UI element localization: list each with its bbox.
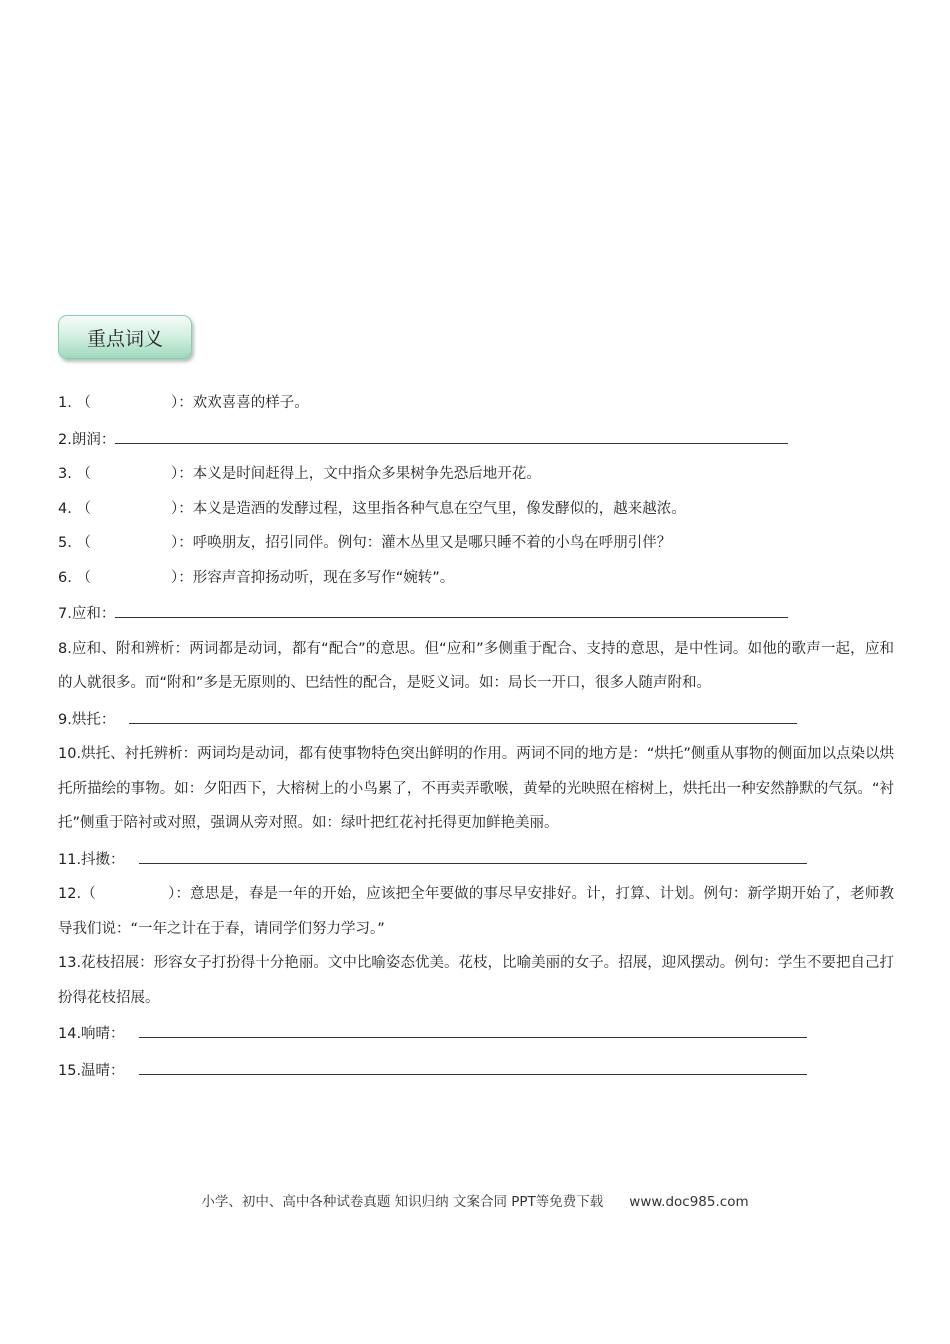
vocab-item-10: 10.烘托、衬托辨析：两词均是动词，都有使事物特色突出鲜明的作用。两词不同的地方是：“烘托”侧重从事物的侧面加以点染以烘托所描绘的事物。如：夕阳西下，大榕树上的小鸟累了，不再卖弄歌喉，黄晕的光映照在榕树上，烘托出一种安然静默的气氛。“衬托”侧重于陪衬或对照，强调从旁对照。如：绿叶把红花衬托得更加鲜艳美丽。 — [58, 746, 894, 831]
paren-open: （ — [76, 500, 91, 517]
paren-open: （ — [76, 466, 91, 482]
vocab-item-9 — [58, 701, 894, 738]
paren-open: （ — [81, 886, 96, 902]
item-label: 9.烘托： — [58, 711, 116, 728]
item-label: 2.朗润： — [58, 431, 116, 448]
item-number: 1. — [58, 395, 72, 411]
vocab-item-11 — [58, 841, 894, 878]
answer-line — [115, 421, 788, 444]
vocabulary-list — [58, 386, 894, 1088]
paren-close: ） — [170, 569, 179, 586]
item-text: ：欢欢喜喜的样子。 — [178, 395, 309, 411]
item-text: ：本义是时间赶得上，文中指众多果树争先恐后地开花。 — [178, 466, 541, 482]
vocab-item-12 — [58, 877, 894, 946]
vocab-item-1 — [58, 386, 894, 421]
paren-open: （ — [76, 535, 91, 551]
answer-line — [115, 595, 788, 618]
paren-close: ） — [170, 395, 179, 411]
vocab-item-7 — [58, 595, 894, 632]
item-text: ：呼唤朋友，招引同伴。例句：灌木丛里又是哪只睡不着的小鸟在呼朋引伴？ — [178, 535, 672, 551]
vocab-item-6 — [58, 561, 894, 596]
vocab-item-2 — [58, 421, 894, 458]
paren-close: ） — [170, 535, 179, 551]
answer-line — [139, 841, 807, 864]
item-number: 4. — [58, 500, 72, 517]
paren-open: （ — [76, 395, 91, 411]
paren-open: （ — [76, 569, 91, 586]
item-text: ：本义是造酒的发酵过程，这里指各种气息在空气里，像发酵似的，越来越浓。 — [178, 500, 686, 517]
paren-close: ） — [170, 466, 179, 482]
paren-close: ） — [170, 500, 179, 517]
item-label: 11.抖擞： — [58, 851, 125, 868]
item-number: 5. — [58, 535, 72, 551]
item-text: ：意思是，春是一年的开始，应该把全年要做的事尽早安排好。计，打算、计划。例句：新学期开始了，老师教导我们说：“一年之计在于春，请同学们努力学习。” — [58, 886, 895, 937]
item-number: 6. — [58, 569, 72, 586]
vocab-item-5 — [58, 526, 894, 561]
item-label: 15.温晴： — [58, 1062, 125, 1079]
item-number: 12. — [58, 886, 82, 902]
vocab-item-3 — [58, 457, 894, 492]
footer-url: www.doc985.com — [629, 1194, 749, 1210]
item-number: 3. — [58, 466, 72, 482]
vocab-item-15 — [58, 1052, 894, 1089]
answer-line — [139, 1052, 807, 1075]
item-text: ：形容声音抑扬动听，现在多写作“婉转”。 — [178, 569, 455, 586]
vocab-item-13: 13.花枝招展：形容女子打扮得十分艳丽。文中比喻姿态优美。花枝，比喻美丽的女子。招展，迎风摆动。例句：学生不要把自己打扮得花枝招展。 — [58, 955, 894, 1006]
paren-close: ） — [167, 886, 176, 902]
item-label: 7.应和： — [58, 606, 116, 622]
vocab-item-8: 8.应和、附和辨析：两词都是动词，都有“配合”的意思。但“应和”多侧重于配合、支持的意思，是中性词。如他的歌声一起，应和的人就很多。而“附和”多是无原则的、巴结性的配合，是贬义词。如：局长一开口，很多人随声附和。 — [58, 640, 894, 691]
answer-line — [129, 701, 797, 724]
vocab-item-4 — [58, 492, 894, 527]
item-label: 14.响晴： — [58, 1026, 125, 1042]
footer-text: 小学、初中、高中各种试卷真题 知识归纳 文案合同 PPT等免费下载 — [201, 1194, 604, 1210]
vocab-item-14 — [58, 1015, 894, 1052]
page-footer — [0, 1190, 950, 1210]
answer-line — [139, 1015, 807, 1038]
section-title-badge: 重点词义 — [58, 315, 192, 359]
